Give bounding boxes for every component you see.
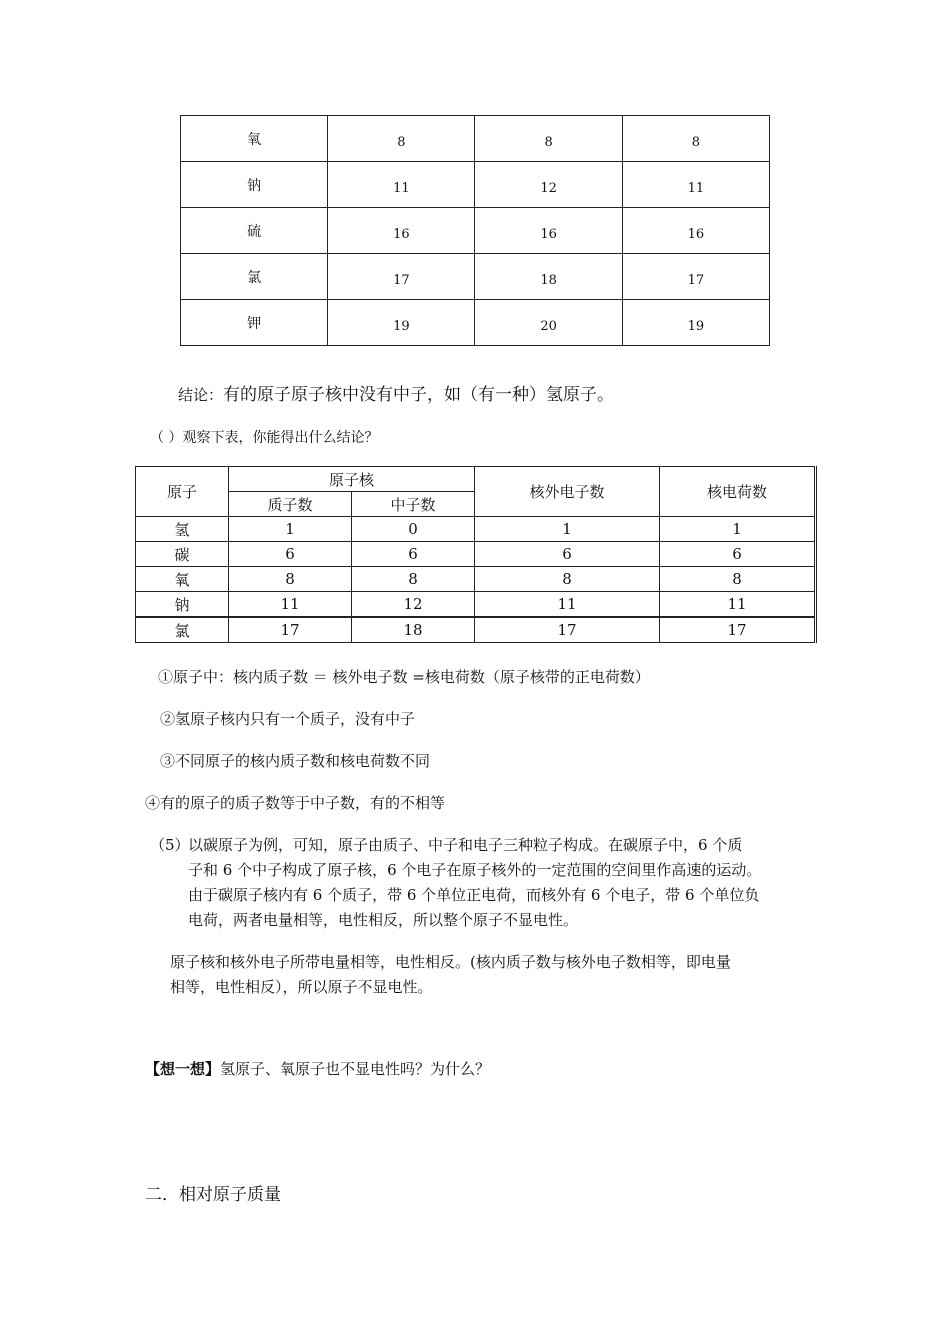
table-row	[136, 567, 816, 592]
electrons-cell: 17	[475, 617, 660, 643]
paragraph-5-number: （5）	[150, 836, 190, 854]
value-cell: 16	[622, 208, 769, 254]
element-cell: 硫	[181, 208, 328, 254]
header-protons: 质子数	[229, 492, 352, 517]
point-1: ①原子中：核内质子数 ＝ 核外电子数 =核电荷数（原子核带的正电荷数）	[158, 668, 650, 686]
table-header-row	[136, 467, 816, 492]
value-cell: 11	[328, 162, 475, 208]
protons-cell: 6	[229, 542, 352, 567]
value-cell: 19	[622, 300, 769, 346]
value-cell: 16	[328, 208, 475, 254]
element-cell: 氯	[181, 254, 328, 300]
table-row	[136, 617, 816, 643]
neutrons-cell: 12	[352, 592, 475, 618]
paragraph-5-line: 由于碳原子核内有 6 个质子，带 6 个单位正电荷，而核外有 6 个电子，带 6 个单位负	[188, 886, 760, 904]
conclusion-line	[178, 382, 614, 408]
section-heading: 二．相对原子质量	[145, 1185, 281, 1205]
neutrons-cell: 8	[352, 567, 475, 592]
summary-line: 相等，电性相反），所以原子不显电性。	[170, 978, 433, 996]
table-row	[181, 300, 770, 346]
paragraph-5-line: 以碳原子为例，可知，原子由质子、中子和电子三种粒子构成。在碳原子中，6 个质	[188, 836, 743, 854]
table-row	[181, 208, 770, 254]
atom-structure-table	[135, 466, 817, 643]
value-cell: 8	[475, 116, 622, 162]
think-label: 【想一想】	[145, 1060, 221, 1078]
think-prompt	[145, 1056, 490, 1082]
point-3: ③不同原子的核内质子数和核电荷数不同	[160, 752, 431, 770]
value-cell: 12	[475, 162, 622, 208]
element-cell: 氧	[181, 116, 328, 162]
point-4: ④有的原子的质子数等于中子数，有的不相等	[145, 794, 446, 812]
value-cell: 8	[622, 116, 769, 162]
value-cell: 18	[475, 254, 622, 300]
neutrons-cell: 6	[352, 542, 475, 567]
element-table-top	[180, 115, 770, 346]
header-nucleus: 原子核	[229, 467, 475, 492]
atom-cell: 碳	[136, 542, 229, 567]
conclusion-label: 结论：	[178, 386, 224, 404]
header-neutrons: 中子数	[352, 492, 475, 517]
question-prompt: （ ）观察下表，你能得出什么结论？	[150, 430, 379, 446]
conclusion-text: 有的原子原子核中没有中子，如（有一种）氢原子。	[223, 385, 615, 405]
paragraph-5-line: 电荷，两者电量相等，电性相反，所以整个原子不显电性。	[188, 911, 579, 929]
protons-cell: 1	[229, 517, 352, 542]
table-row	[181, 254, 770, 300]
charge-cell: 6	[660, 542, 816, 567]
table-row	[181, 162, 770, 208]
neutrons-cell: 0	[352, 517, 475, 542]
table-row	[136, 517, 816, 542]
element-cell: 钠	[181, 162, 328, 208]
value-cell: 19	[328, 300, 475, 346]
table-row	[136, 592, 816, 618]
protons-cell: 11	[229, 592, 352, 618]
protons-cell: 8	[229, 567, 352, 592]
header-electrons: 核外电子数	[475, 467, 660, 517]
electrons-cell: 6	[475, 542, 660, 567]
charge-cell: 1	[660, 517, 816, 542]
think-text: 氢原子、氧原子也不显电性吗？为什么？	[220, 1060, 491, 1078]
value-cell: 20	[475, 300, 622, 346]
atom-cell: 钠	[136, 592, 229, 618]
charge-cell: 11	[660, 592, 816, 618]
atom-cell: 氧	[136, 567, 229, 592]
charge-cell: 17	[660, 617, 816, 643]
paragraph-5-line: 子和 6 个中子构成了原子核，6 个电子在原子核外的一定范围的空间里作高速的运动。	[188, 861, 762, 879]
charge-cell: 8	[660, 567, 816, 592]
element-cell: 钾	[181, 300, 328, 346]
electrons-cell: 11	[475, 592, 660, 618]
header-atom: 原子	[136, 467, 229, 517]
header-charge: 核电荷数	[660, 467, 816, 517]
electrons-cell: 1	[475, 517, 660, 542]
value-cell: 11	[622, 162, 769, 208]
value-cell: 8	[328, 116, 475, 162]
atom-cell: 氯	[136, 617, 229, 643]
value-cell: 17	[328, 254, 475, 300]
neutrons-cell: 18	[352, 617, 475, 643]
table-row	[136, 542, 816, 567]
value-cell: 17	[622, 254, 769, 300]
atom-cell: 氢	[136, 517, 229, 542]
value-cell: 16	[475, 208, 622, 254]
summary-line: 原子核和核外电子所带电量相等，电性相反。(核内质子数与核外电子数相等，即电量	[170, 953, 731, 971]
point-2: ②氢原子核内只有一个质子，没有中子	[160, 710, 416, 728]
table-row	[181, 116, 770, 162]
protons-cell: 17	[229, 617, 352, 643]
electrons-cell: 8	[475, 567, 660, 592]
